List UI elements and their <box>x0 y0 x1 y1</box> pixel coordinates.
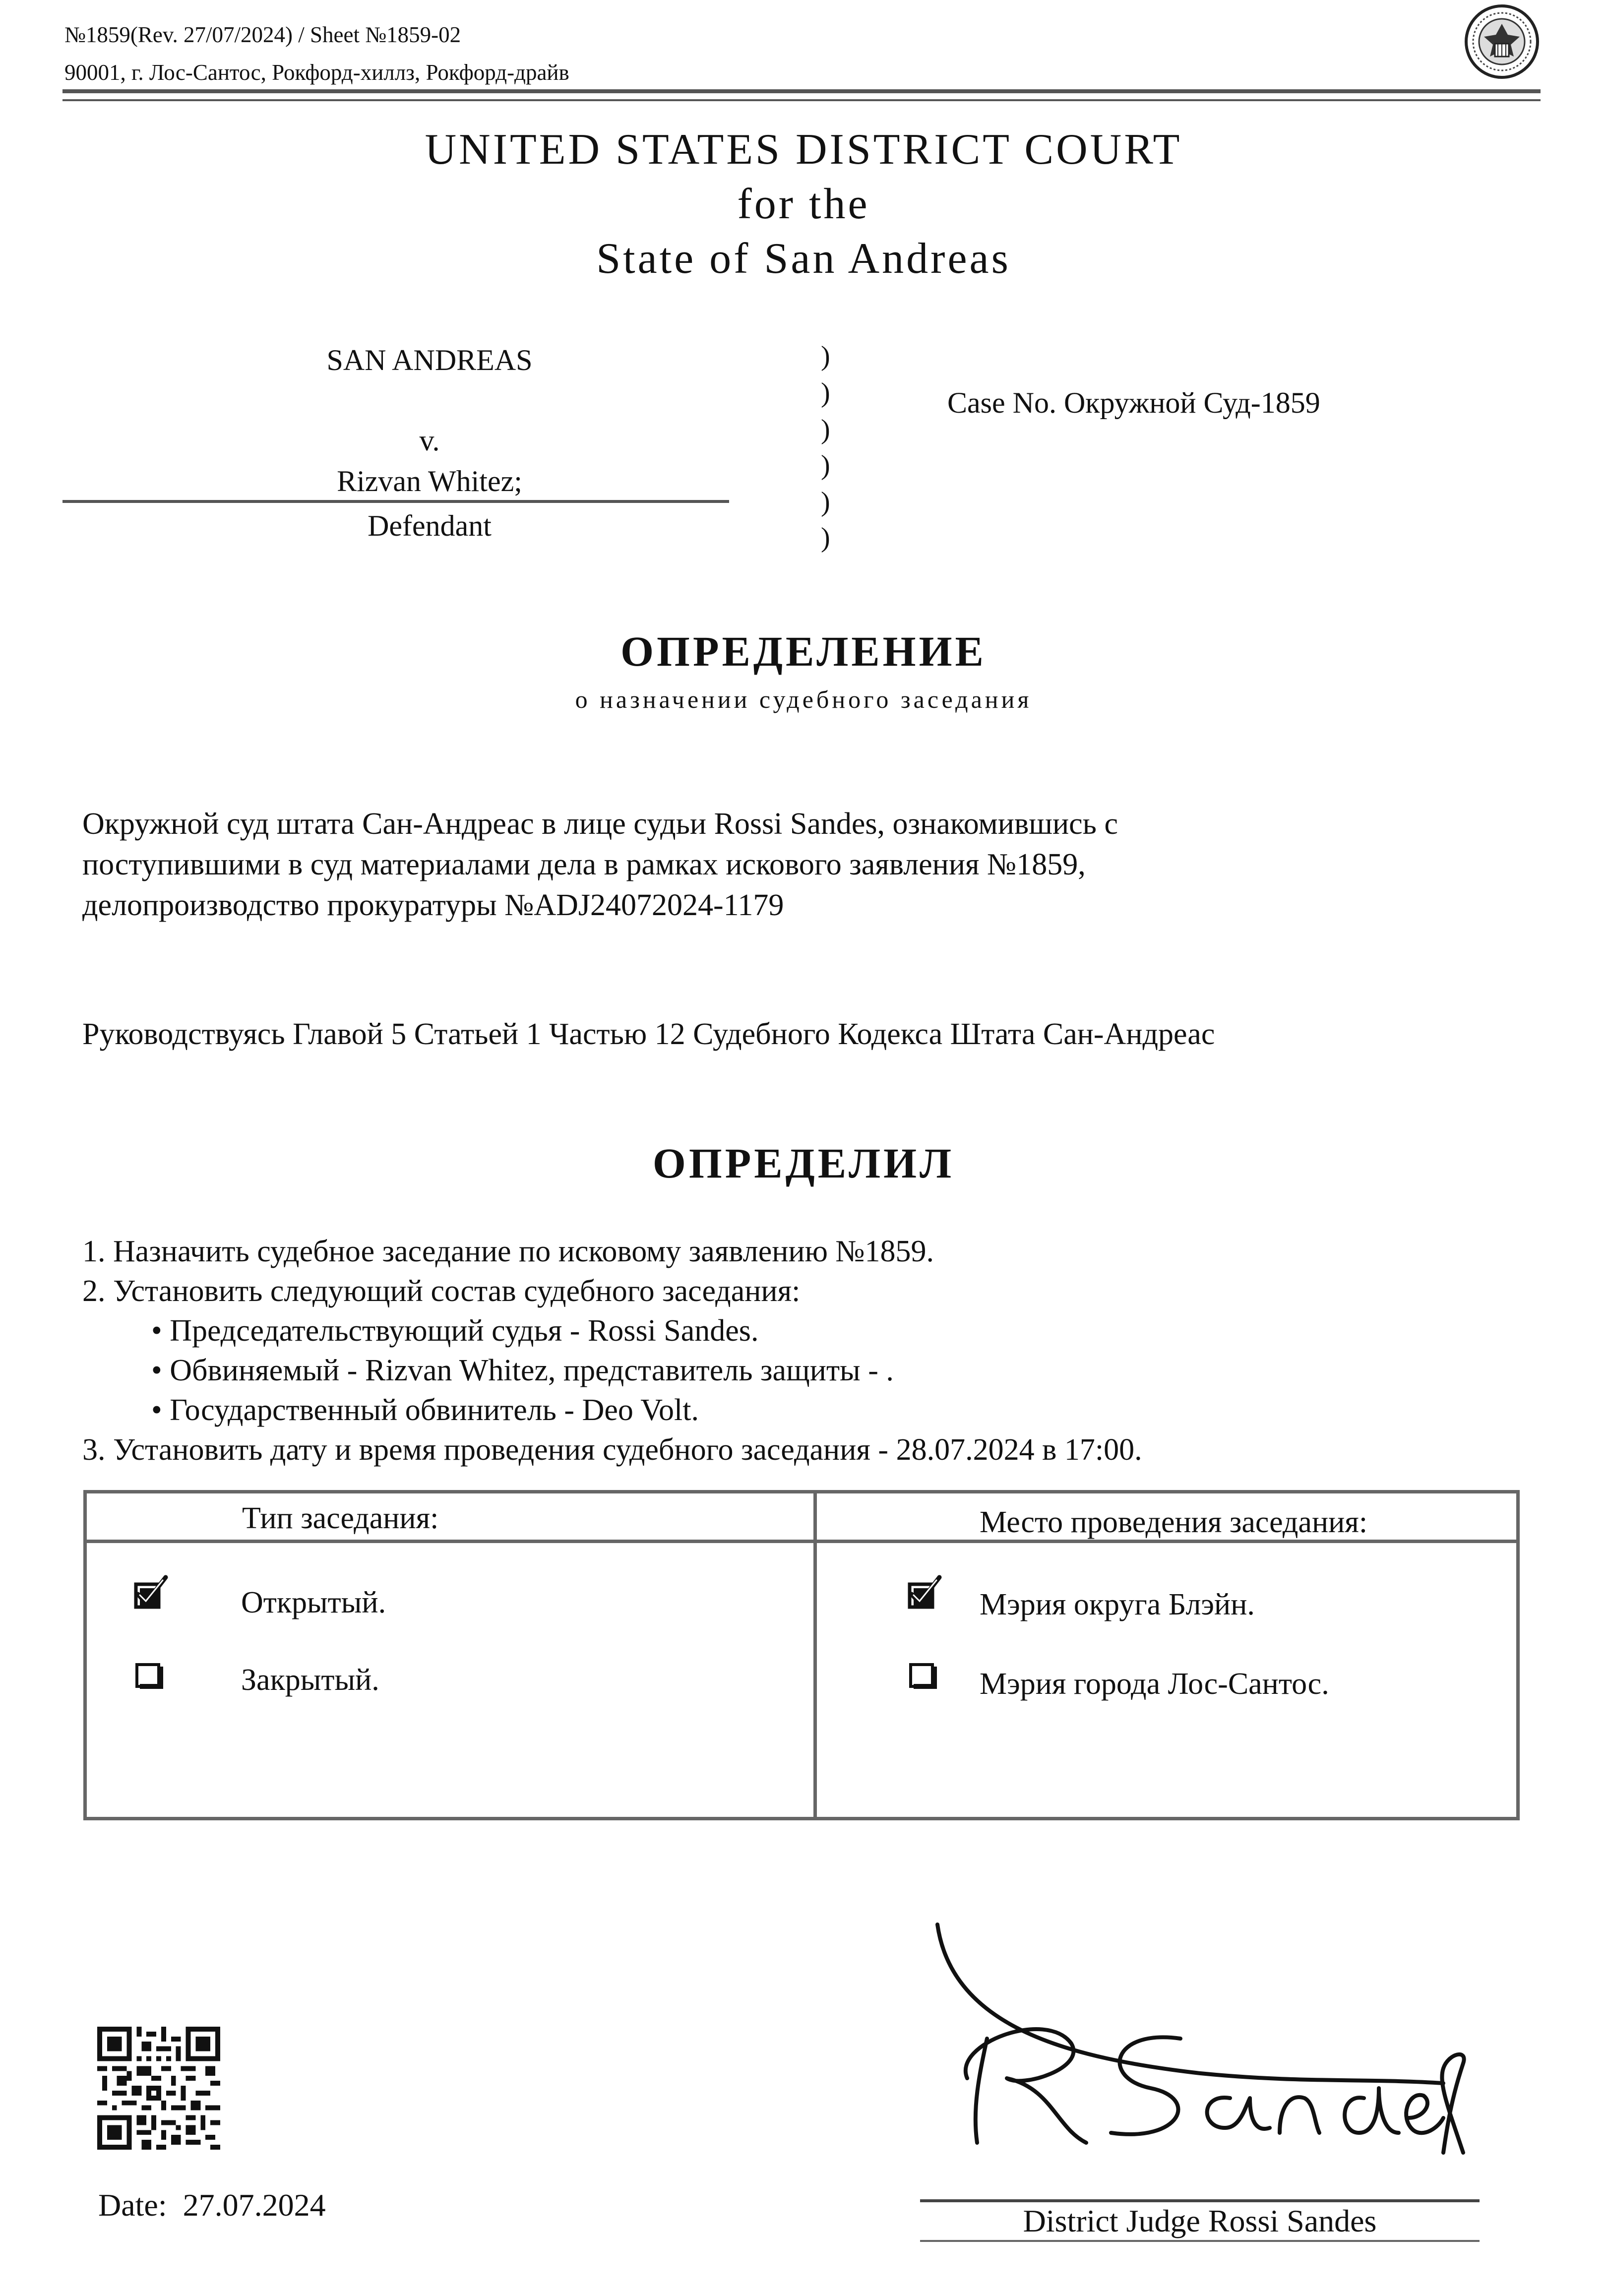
signature-rule <box>920 2199 1480 2202</box>
court-name: UNITED STATES DISTRICT COURT <box>425 125 1182 174</box>
checkbox-checked-icon[interactable] <box>904 1573 943 1613</box>
form-number: №1859(Rev. 27/07/2024) / Sheet №1859-02 <box>64 22 461 47</box>
caption-paren: ) <box>821 487 830 517</box>
option-ls-hall: Мэрия города Лос-Сантос. <box>980 1667 1329 1701</box>
checkbox-checked-icon[interactable] <box>130 1573 170 1613</box>
case-number: Case No. Окружной Суд-1859 <box>947 386 1320 419</box>
ruling-subitem: • Председательствующий судья - Rossi Sandes. <box>151 1314 759 1348</box>
legal-basis: Руководствуясь Главой 5 Статьей 1 Частью 12 Судебного Кодекса Штата Сан-Андреас <box>82 1017 1215 1051</box>
col-type-header: Тип заседания: <box>242 1501 439 1535</box>
checkbox-unchecked-icon[interactable] <box>130 1656 170 1695</box>
intro-line: Окружной суд штата Сан-Андреас в лице судьи Rossi Sandes, ознакомившись с <box>82 807 1118 841</box>
caption-paren: ) <box>821 341 830 372</box>
defendant-name: Rizvan Whitez; <box>337 465 522 497</box>
qr-code-icon <box>97 2027 220 2150</box>
table-header-rule <box>83 1540 1520 1543</box>
option-blaine-hall: Мэрия округа Блэйн. <box>980 1588 1255 1621</box>
header-rule-thin <box>62 99 1541 101</box>
caption-paren: ) <box>821 522 830 553</box>
date-label: Date: <box>98 2187 167 2223</box>
header-rule-thick <box>62 89 1541 93</box>
caption-rule <box>62 500 729 503</box>
signature-icon <box>923 1920 1478 2197</box>
court-state: State of San Andreas <box>596 235 1011 283</box>
court-address: 90001, г. Лос-Сантос, Рокфорд-хиллз, Рокфорд-драйв <box>64 60 569 85</box>
plaintiff: SAN ANDREAS <box>326 344 533 376</box>
intro-line: поступившими в суд материалами дела в рамках искового заявления №1859, <box>82 848 1086 881</box>
option-closed: Закрытый. <box>241 1663 379 1697</box>
ruling-item: 1. Назначить судебное заседание по исковому заявлению №1859. <box>82 1235 934 1268</box>
checkbox-unchecked-icon[interactable] <box>904 1656 943 1695</box>
versus: v. <box>419 424 440 457</box>
option-open: Открытый. <box>241 1586 386 1619</box>
document-date <box>98 2189 326 2221</box>
court-for-the: for the <box>737 180 870 228</box>
defendant-label: Defendant <box>368 509 492 542</box>
intro-line: делопроизводство прокуратуры №ADJ24072024-1179 <box>82 888 784 922</box>
ruling-item: 3. Установить дату и время проведения судебного заседания - 28.07.2024 в 17:00. <box>82 1433 1142 1467</box>
signature-rule-bottom <box>920 2240 1480 2242</box>
court-seal-icon <box>1462 2 1542 81</box>
ruling-heading: ОПРЕДЕЛИЛ <box>652 1139 955 1187</box>
caption-paren: ) <box>821 377 830 408</box>
col-venue-header: Место проведения заседания: <box>980 1505 1368 1539</box>
date-value: 27.07.2024 <box>183 2187 326 2223</box>
ruling-subitem: • Государственный обвинитель - Deo Volt. <box>151 1393 699 1427</box>
document-subtitle: о назначении судебного заседания <box>575 685 1032 713</box>
caption-paren: ) <box>821 414 830 445</box>
caption-paren: ) <box>821 450 830 481</box>
ruling-subitem: • Обвиняемый - Rizvan Whitez, представитель защиты - . <box>151 1354 894 1387</box>
document-title: ОПРЕДЕЛЕНИЕ <box>620 627 987 675</box>
signer-title: District Judge Rossi Sandes <box>1023 2203 1377 2238</box>
ruling-item: 2. Установить следующий состав судебного заседания: <box>82 1274 801 1308</box>
